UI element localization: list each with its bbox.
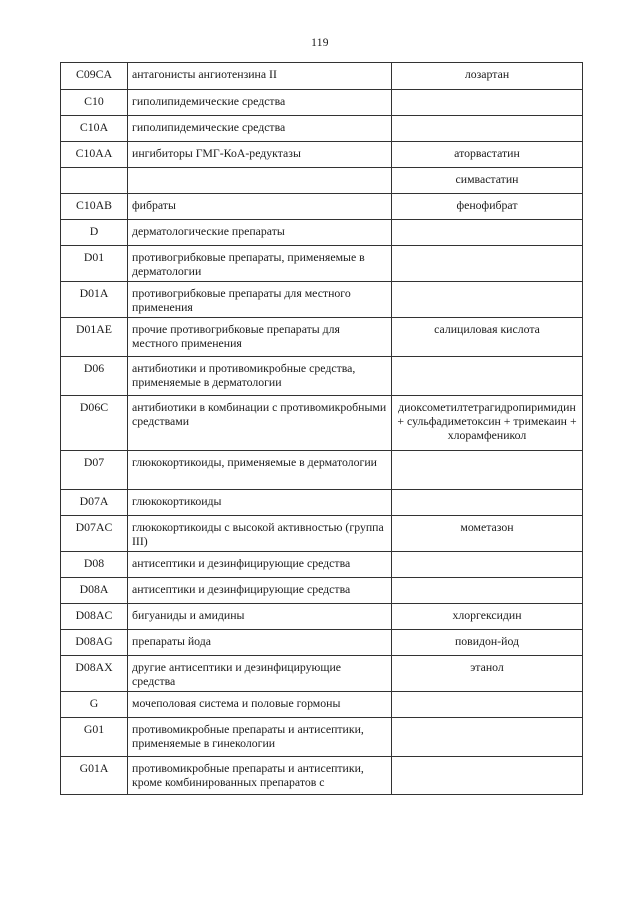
- drug-name-cell: лозартан: [392, 63, 583, 90]
- atc-code-cell: D07AC: [61, 516, 128, 552]
- atc-code-cell: G: [61, 692, 128, 718]
- description-cell: противогрибковые препараты для местного применения: [128, 282, 392, 318]
- drug-name-cell: [392, 246, 583, 282]
- drug-name-cell: [392, 578, 583, 604]
- description-cell: глюкокортикоиды: [128, 490, 392, 516]
- description-cell: дерматологические препараты: [128, 220, 392, 246]
- drug-name-cell: [392, 718, 583, 757]
- description-cell: антисептики и дезинфицирующие средства: [128, 578, 392, 604]
- table-row: [61, 656, 583, 692]
- description-cell: антагонисты ангиотензина II: [128, 63, 392, 90]
- description-cell: бигуаниды и амидины: [128, 604, 392, 630]
- table-row: [61, 490, 583, 516]
- atc-code-cell: C10AA: [61, 142, 128, 168]
- atc-code-cell: D08A: [61, 578, 128, 604]
- drug-name-cell: [392, 490, 583, 516]
- description-cell: прочие противогрибковые препараты для местного применения: [128, 318, 392, 357]
- atc-code-cell: C10: [61, 90, 128, 116]
- drug-name-cell: хлоргексидин: [392, 604, 583, 630]
- table-row: [61, 282, 583, 318]
- description-cell: мочеполовая система и половые гормоны: [128, 692, 392, 718]
- description-cell: гиполипидемические средства: [128, 90, 392, 116]
- drug-name-cell: [392, 116, 583, 142]
- atc-code-cell: [61, 168, 128, 194]
- atc-code-cell: D08AG: [61, 630, 128, 656]
- drug-name-cell: [392, 282, 583, 318]
- description-cell: [128, 168, 392, 194]
- table-row: [61, 246, 583, 282]
- description-cell: фибраты: [128, 194, 392, 220]
- description-cell: противомикробные препараты и антисептики, применяемые в гинекологии: [128, 718, 392, 757]
- atc-code-cell: D07: [61, 451, 128, 490]
- drug-name-cell: аторвастатин: [392, 142, 583, 168]
- table-row: [61, 578, 583, 604]
- atc-code-cell: D08: [61, 552, 128, 578]
- atc-code-cell: D06C: [61, 396, 128, 451]
- table-row: [61, 757, 583, 795]
- drug-name-cell: этанол: [392, 656, 583, 692]
- drug-name-cell: фенофибрат: [392, 194, 583, 220]
- drug-name-cell: диоксометилтетрагидропиримидин + сульфадиметоксин + тримекаин + хлорамфеникол: [392, 396, 583, 451]
- table-row: [61, 516, 583, 552]
- atc-code-cell: C10A: [61, 116, 128, 142]
- page-number: 119: [311, 37, 329, 49]
- drug-name-cell: [392, 90, 583, 116]
- table-row: [61, 63, 583, 90]
- drug-name-cell: [392, 357, 583, 396]
- description-cell: антисептики и дезинфицирующие средства: [128, 552, 392, 578]
- table-row: [61, 604, 583, 630]
- table-row: [61, 116, 583, 142]
- atc-code-cell: C10AB: [61, 194, 128, 220]
- description-cell: противогрибковые препараты, применяемые в дерматологии: [128, 246, 392, 282]
- table-row: [61, 692, 583, 718]
- atc-code-cell: D07A: [61, 490, 128, 516]
- table-row: [61, 357, 583, 396]
- table-row: [61, 168, 583, 194]
- table-row: [61, 318, 583, 357]
- drug-name-cell: [392, 757, 583, 795]
- drug-name-cell: симвастатин: [392, 168, 583, 194]
- description-cell: антибиотики и противомикробные средства, применяемые в дерматологии: [128, 357, 392, 396]
- atc-code-cell: D08AX: [61, 656, 128, 692]
- table-row: [61, 220, 583, 246]
- description-cell: противомикробные препараты и антисептики, кроме комбинированных препаратов с: [128, 757, 392, 795]
- atc-code-cell: G01: [61, 718, 128, 757]
- description-cell: антибиотики в комбинации с противомикробными средствами: [128, 396, 392, 451]
- drug-name-cell: салициловая кислота: [392, 318, 583, 357]
- table-row: [61, 194, 583, 220]
- drug-name-cell: [392, 451, 583, 490]
- atc-code-cell: G01A: [61, 757, 128, 795]
- drug-name-cell: [392, 552, 583, 578]
- drug-name-cell: повидон-йод: [392, 630, 583, 656]
- description-cell: гиполипидемические средства: [128, 116, 392, 142]
- atc-code-cell: D01AE: [61, 318, 128, 357]
- atc-code-cell: D01A: [61, 282, 128, 318]
- atc-code-cell: D01: [61, 246, 128, 282]
- table-row: [61, 451, 583, 490]
- table-body: [61, 63, 583, 795]
- atc-code-cell: C09CA: [61, 63, 128, 90]
- table-row: [61, 552, 583, 578]
- table-row: [61, 90, 583, 116]
- drug-name-cell: [392, 692, 583, 718]
- drug-name-cell: мометазон: [392, 516, 583, 552]
- drug-name-cell: [392, 220, 583, 246]
- table-row: [61, 396, 583, 451]
- description-cell: ингибиторы ГМГ-КоА-редуктазы: [128, 142, 392, 168]
- atc-code-cell: D: [61, 220, 128, 246]
- table-row: [61, 630, 583, 656]
- table-row: [61, 142, 583, 168]
- atc-code-cell: D06: [61, 357, 128, 396]
- description-cell: глюкокортикоиды, применяемые в дерматологии: [128, 451, 392, 490]
- table-row: [61, 718, 583, 757]
- description-cell: препараты йода: [128, 630, 392, 656]
- description-cell: другие антисептики и дезинфицирующие средства: [128, 656, 392, 692]
- description-cell: глюкокортикоиды с высокой активностью (группа III): [128, 516, 392, 552]
- atc-drug-table: [60, 62, 583, 795]
- atc-code-cell: D08AC: [61, 604, 128, 630]
